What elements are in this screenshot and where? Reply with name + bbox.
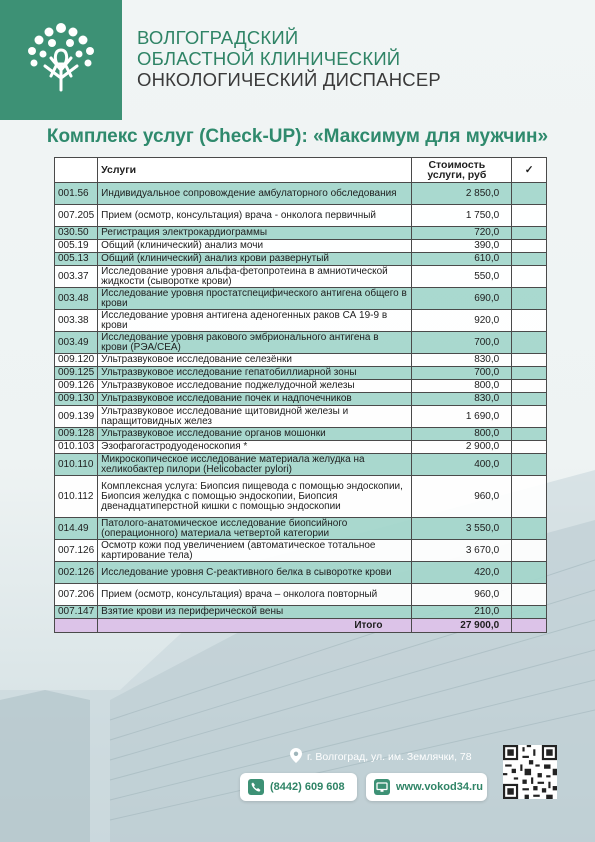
total-code-cell xyxy=(55,619,98,633)
service-code: 003.37 xyxy=(55,266,98,288)
table-row xyxy=(55,406,547,428)
service-name: Ультразвуковое исследование селезёнки xyxy=(98,354,411,367)
service-check-cell xyxy=(512,584,547,606)
service-name: Исследование уровня простатспецифического антигена общего в крови xyxy=(98,288,411,310)
page-title: Комплекс услуг (Check-UP): «Максимум для мужчин» xyxy=(46,126,549,147)
table-row xyxy=(55,518,547,540)
service-name: Комплексная услуга: Биопсия пищевода с помощью эндоскопии, Биопсия желудка с помощью эндоскопии, Биопсия двенадцатиперстной кишки с помощью эндоскопии xyxy=(98,476,411,518)
service-code: 007.205 xyxy=(55,205,98,227)
service-code: 030.50 xyxy=(55,227,98,240)
service-price: 690,0 xyxy=(411,288,512,310)
org-line-1: ВОЛГОГРАДСКИЙ xyxy=(137,27,299,48)
service-check-cell xyxy=(512,540,547,562)
service-price: 2 900,0 xyxy=(411,441,512,454)
table-row xyxy=(55,380,547,393)
service-check-cell xyxy=(512,406,547,428)
table-row xyxy=(55,428,547,441)
total-value: 27 900,0 xyxy=(411,619,512,633)
service-price: 920,0 xyxy=(411,310,512,332)
address-text: г. Волгоград, ул. им. Землячки, 78 xyxy=(307,751,472,763)
service-price: 800,0 xyxy=(411,380,512,393)
service-price: 2 850,0 xyxy=(411,183,512,205)
table-row xyxy=(55,227,547,240)
service-code: 005.19 xyxy=(55,240,98,253)
service-code: 009.128 xyxy=(55,428,98,441)
service-price: 210,0 xyxy=(411,606,512,619)
org-line-2: ОБЛАСТНОЙ КЛИНИЧЕСКИЙ xyxy=(137,48,401,69)
service-price: 1 690,0 xyxy=(411,406,512,428)
service-check-cell xyxy=(512,367,547,380)
location-pin-icon xyxy=(290,748,302,763)
table-row xyxy=(55,332,547,354)
service-price: 830,0 xyxy=(411,354,512,367)
table-body xyxy=(55,183,547,619)
service-name: Прием (осмотр, консультация) врача – онколога повторный xyxy=(98,584,411,606)
service-name: Исследование уровня С-реактивного белка в сыворотке крови xyxy=(98,562,411,584)
service-code: 003.49 xyxy=(55,332,98,354)
table-row xyxy=(55,240,547,253)
service-check-cell xyxy=(512,354,547,367)
service-code: 007.147 xyxy=(55,606,98,619)
service-code: 010.112 xyxy=(55,476,98,518)
service-name: Взятие крови из периферической вены xyxy=(98,606,411,619)
service-check-cell xyxy=(512,441,547,454)
table-row xyxy=(55,476,547,518)
service-code: 009.126 xyxy=(55,380,98,393)
table-row xyxy=(55,367,547,380)
service-price: 1 750,0 xyxy=(411,205,512,227)
service-price: 960,0 xyxy=(411,584,512,606)
organization-name xyxy=(137,27,441,90)
phone-pill[interactable] xyxy=(240,773,357,801)
table-row xyxy=(55,606,547,619)
table-row xyxy=(55,562,547,584)
service-code: 009.120 xyxy=(55,354,98,367)
table-row xyxy=(55,253,547,266)
service-check-cell xyxy=(512,266,547,288)
header-price: Стоимость услуги, руб xyxy=(411,158,512,183)
service-code: 009.139 xyxy=(55,406,98,428)
service-check-cell xyxy=(512,310,547,332)
tree-ribbon-logo-icon xyxy=(21,20,101,100)
service-code: 009.125 xyxy=(55,367,98,380)
table-row xyxy=(55,266,547,288)
header-service: Услуги xyxy=(98,158,411,183)
service-code: 014.49 xyxy=(55,518,98,540)
table-row xyxy=(55,454,547,476)
table-header-row xyxy=(55,158,547,183)
service-name: Прием (осмотр, консультация) врача - онколога первичный xyxy=(98,205,411,227)
service-price: 960,0 xyxy=(411,476,512,518)
service-name: Патолого-анатомическое исследование биопсийного (операционного) материала четвертой категории xyxy=(98,518,411,540)
website-link[interactable]: www.vokod34.ru xyxy=(396,781,484,793)
service-name: Ультразвуковое исследование поджелудочной железы xyxy=(98,380,411,393)
service-code: 003.38 xyxy=(55,310,98,332)
header-code-cell xyxy=(55,158,98,183)
phone-icon xyxy=(248,779,264,795)
service-check-cell xyxy=(512,518,547,540)
table-row xyxy=(55,540,547,562)
service-check-cell xyxy=(512,183,547,205)
table-row xyxy=(55,205,547,227)
service-name: Общий (клинический) анализ крови развернутый xyxy=(98,253,411,266)
table-row xyxy=(55,393,547,406)
service-price: 610,0 xyxy=(411,253,512,266)
service-name: Микроскопическое исследование материала желудка на хеликобактер пилори (Helicobacter pylori) xyxy=(98,454,411,476)
service-name: Исследование уровня ракового эмбрионального антигена в крови (РЭА/CEA) xyxy=(98,332,411,354)
table-row xyxy=(55,441,547,454)
service-name: Общий (клинический) анализ мочи xyxy=(98,240,411,253)
service-name: Осмотр кожи под увеличением (автоматическое тотальное картирование тела) xyxy=(98,540,411,562)
table-row xyxy=(55,354,547,367)
service-code: 005.13 xyxy=(55,253,98,266)
service-check-cell xyxy=(512,606,547,619)
service-check-cell xyxy=(512,227,547,240)
logo xyxy=(0,0,122,120)
service-check-cell xyxy=(512,332,547,354)
service-name: Исследование уровня альфа-фетопротеина в амниотической жидкости (сыворотке крови) xyxy=(98,266,411,288)
org-line-3: ОНКОЛОГИЧЕСКИЙ ДИСПАНСЕР xyxy=(137,69,441,90)
service-check-cell xyxy=(512,380,547,393)
service-code: 009.130 xyxy=(55,393,98,406)
phone-number[interactable]: (8442) 609 608 xyxy=(270,781,345,793)
service-check-cell xyxy=(512,562,547,584)
service-code: 001.56 xyxy=(55,183,98,205)
website-pill[interactable] xyxy=(366,773,487,801)
checkmark-icon: ✓ xyxy=(512,158,547,183)
table-row xyxy=(55,183,547,205)
service-price: 400,0 xyxy=(411,454,512,476)
service-price: 420,0 xyxy=(411,562,512,584)
service-check-cell xyxy=(512,428,547,441)
service-code: 002.126 xyxy=(55,562,98,584)
service-check-cell xyxy=(512,476,547,518)
table-row xyxy=(55,288,547,310)
service-price: 700,0 xyxy=(411,367,512,380)
total-check-cell xyxy=(512,619,547,633)
service-price: 830,0 xyxy=(411,393,512,406)
address xyxy=(290,748,472,763)
service-price: 390,0 xyxy=(411,240,512,253)
service-check-cell xyxy=(512,240,547,253)
service-check-cell xyxy=(512,205,547,227)
service-price: 550,0 xyxy=(411,266,512,288)
service-price: 700,0 xyxy=(411,332,512,354)
service-name: Ультразвуковое исследование гепатобиллиарной зоны xyxy=(98,367,411,380)
service-price: 720,0 xyxy=(411,227,512,240)
service-name: Ультразвуковое исследование почек и надпочечников xyxy=(98,393,411,406)
service-code: 010.110 xyxy=(55,454,98,476)
service-code: 007.206 xyxy=(55,584,98,606)
service-price: 3 550,0 xyxy=(411,518,512,540)
service-code: 007.126 xyxy=(55,540,98,562)
service-price: 3 670,0 xyxy=(411,540,512,562)
service-check-cell xyxy=(512,454,547,476)
service-code: 003.48 xyxy=(55,288,98,310)
service-code: 010.103 xyxy=(55,441,98,454)
total-label: Итого xyxy=(98,619,411,633)
table-row xyxy=(55,584,547,606)
table-row xyxy=(55,310,547,332)
service-name: Исследование уровня антигена аденогенных раков СА 19-9 в крови xyxy=(98,310,411,332)
service-name: Ультразвуковое исследование щитовидной железы и паращитовидных желез xyxy=(98,406,411,428)
service-price: 800,0 xyxy=(411,428,512,441)
services-table xyxy=(54,157,547,633)
service-name: Регистрация электрокардиограммы xyxy=(98,227,411,240)
service-check-cell xyxy=(512,288,547,310)
qr-code-icon xyxy=(503,745,557,799)
service-check-cell xyxy=(512,393,547,406)
monitor-icon xyxy=(374,779,390,795)
service-name: Эзофагогастродуоденоскопия * xyxy=(98,441,411,454)
total-row xyxy=(55,619,547,633)
service-check-cell xyxy=(512,253,547,266)
service-name: Индивидуальное сопровождение амбулаторного обследования xyxy=(98,183,411,205)
service-name: Ультразвуковое исследование органов мошонки xyxy=(98,428,411,441)
